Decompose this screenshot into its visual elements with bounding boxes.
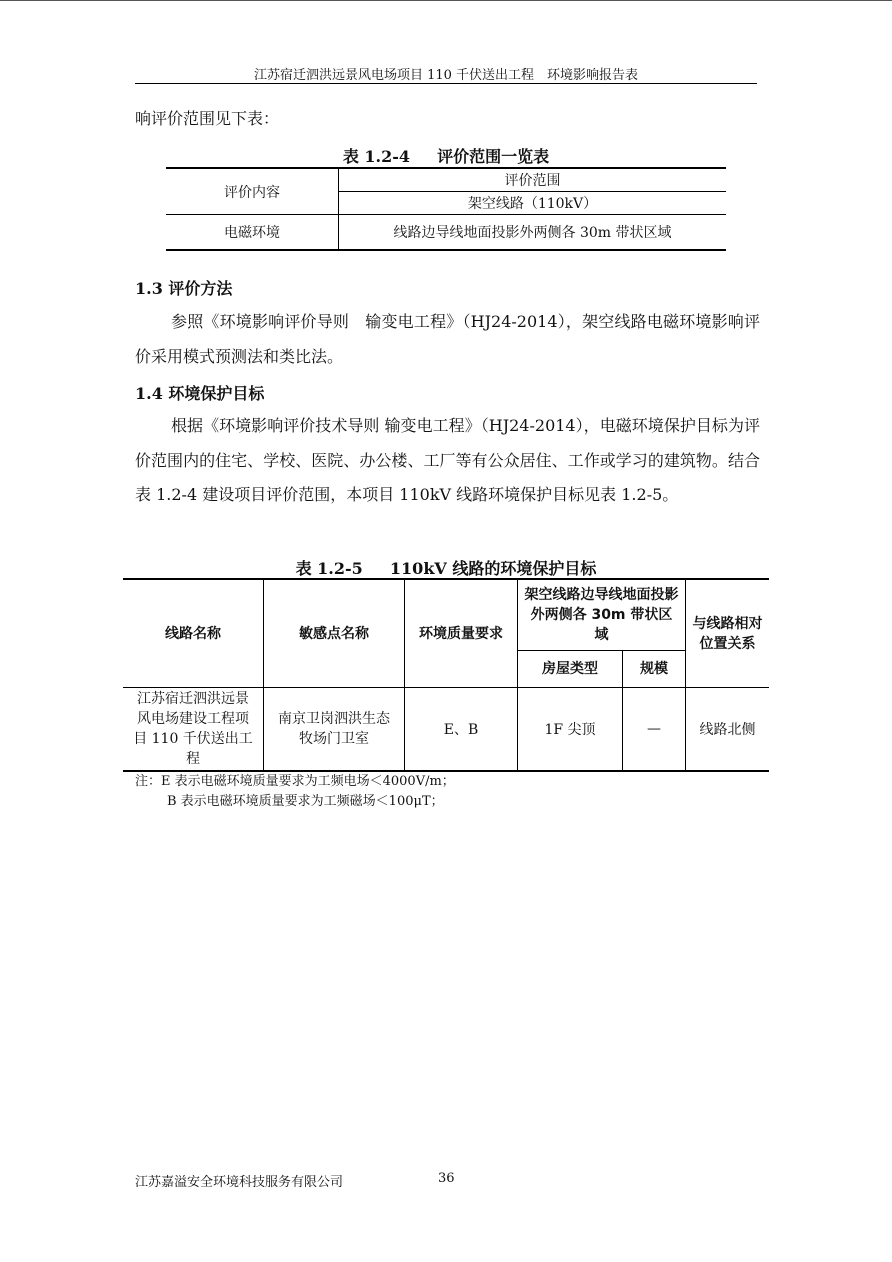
section-1-3-paragraph: 参照《环境影响评价导则 输变电工程》（HJ24-2014），架空线路电磁环境影响评价采用模式预测法和类比法。: [135, 312, 760, 366]
footer-company: 江苏嘉溢安全环境科技服务有限公司: [135, 1175, 344, 1190]
table2-header-position: 与线路相对位置关系: [686, 579, 770, 688]
table2-caption: 表 1.2-5 110kV 线路的环境保护目标: [295, 559, 597, 578]
table2-header-house-type: 房屋类型: [518, 651, 623, 688]
intro-line: 响评价范围见下表：: [135, 109, 280, 128]
table2-note-e: 注：E 表示电磁环境质量要求为工频电场＜4000V/m；: [135, 774, 455, 789]
table2-cell-house-type: 1F 尖顶: [518, 688, 623, 772]
table1-header-content: 评价内容: [224, 184, 280, 201]
table2-cell-scale: —: [623, 688, 686, 772]
table2-header-sensitive-point: 敏感点名称: [264, 579, 405, 688]
table1-subheader-overhead-line: 架空线路（110kV）: [339, 192, 727, 215]
page-header: 江苏宿迁泗洪远景风电场项目 110 千伏送出工程 环境影响报告表: [253, 68, 639, 83]
section-1-4-heading: 1.4 环境保护目标: [135, 384, 265, 403]
section-1-3-heading: 1.3 评价方法: [135, 279, 233, 298]
protection-target-table: [123, 578, 769, 772]
table2-header-quality-requirement: 环境质量要求: [405, 579, 518, 688]
page-top-border: [0, 0, 892, 1]
table1-row-label: 电磁环境: [224, 225, 280, 241]
evaluation-range-table: [166, 167, 726, 251]
table2-cell-position: 线路北侧: [686, 688, 770, 772]
table1-row-value: 线路边导线地面投影外两侧各 30m 带状区域: [339, 215, 727, 251]
section-1-4-paragraph: 根据《环境影响评价技术导则 输变电工程》（HJ24-2014），电磁环境保护目标为评价范围内的住宅、学校、医院、办公楼、工厂等有公众居住、工作或学习的建筑物。结合表 1.2-4 建设项目评价范围，本项目 110kV 线路环境保护目标见表 1.2-5。: [135, 416, 760, 504]
table2-cell-quality-requirement: E、B: [405, 688, 518, 772]
table2-cell-sensitive-point: 南京卫岗泗洪生态牧场门卫室: [264, 688, 405, 772]
table2-cell-line-name: 江苏宿迁泗洪远景风电场建设工程项目 110 千伏送出工程: [133, 691, 253, 767]
table2-note-b: B 表示电磁环境质量要求为工频磁场＜100μT；: [167, 794, 444, 809]
table2-header-scale: 规模: [623, 651, 686, 688]
table2-header-zone: 架空线路边导线地面投影外两侧各 30m 带状区域: [518, 579, 686, 651]
table1-caption: 表 1.2-4 评价范围一览表: [342, 147, 550, 166]
table2-header-line-name: 线路名称: [165, 625, 221, 642]
footer-page-number: 36: [438, 1171, 455, 1186]
header-rule: [135, 83, 757, 84]
table1-header-range: 评价范围: [339, 168, 727, 192]
